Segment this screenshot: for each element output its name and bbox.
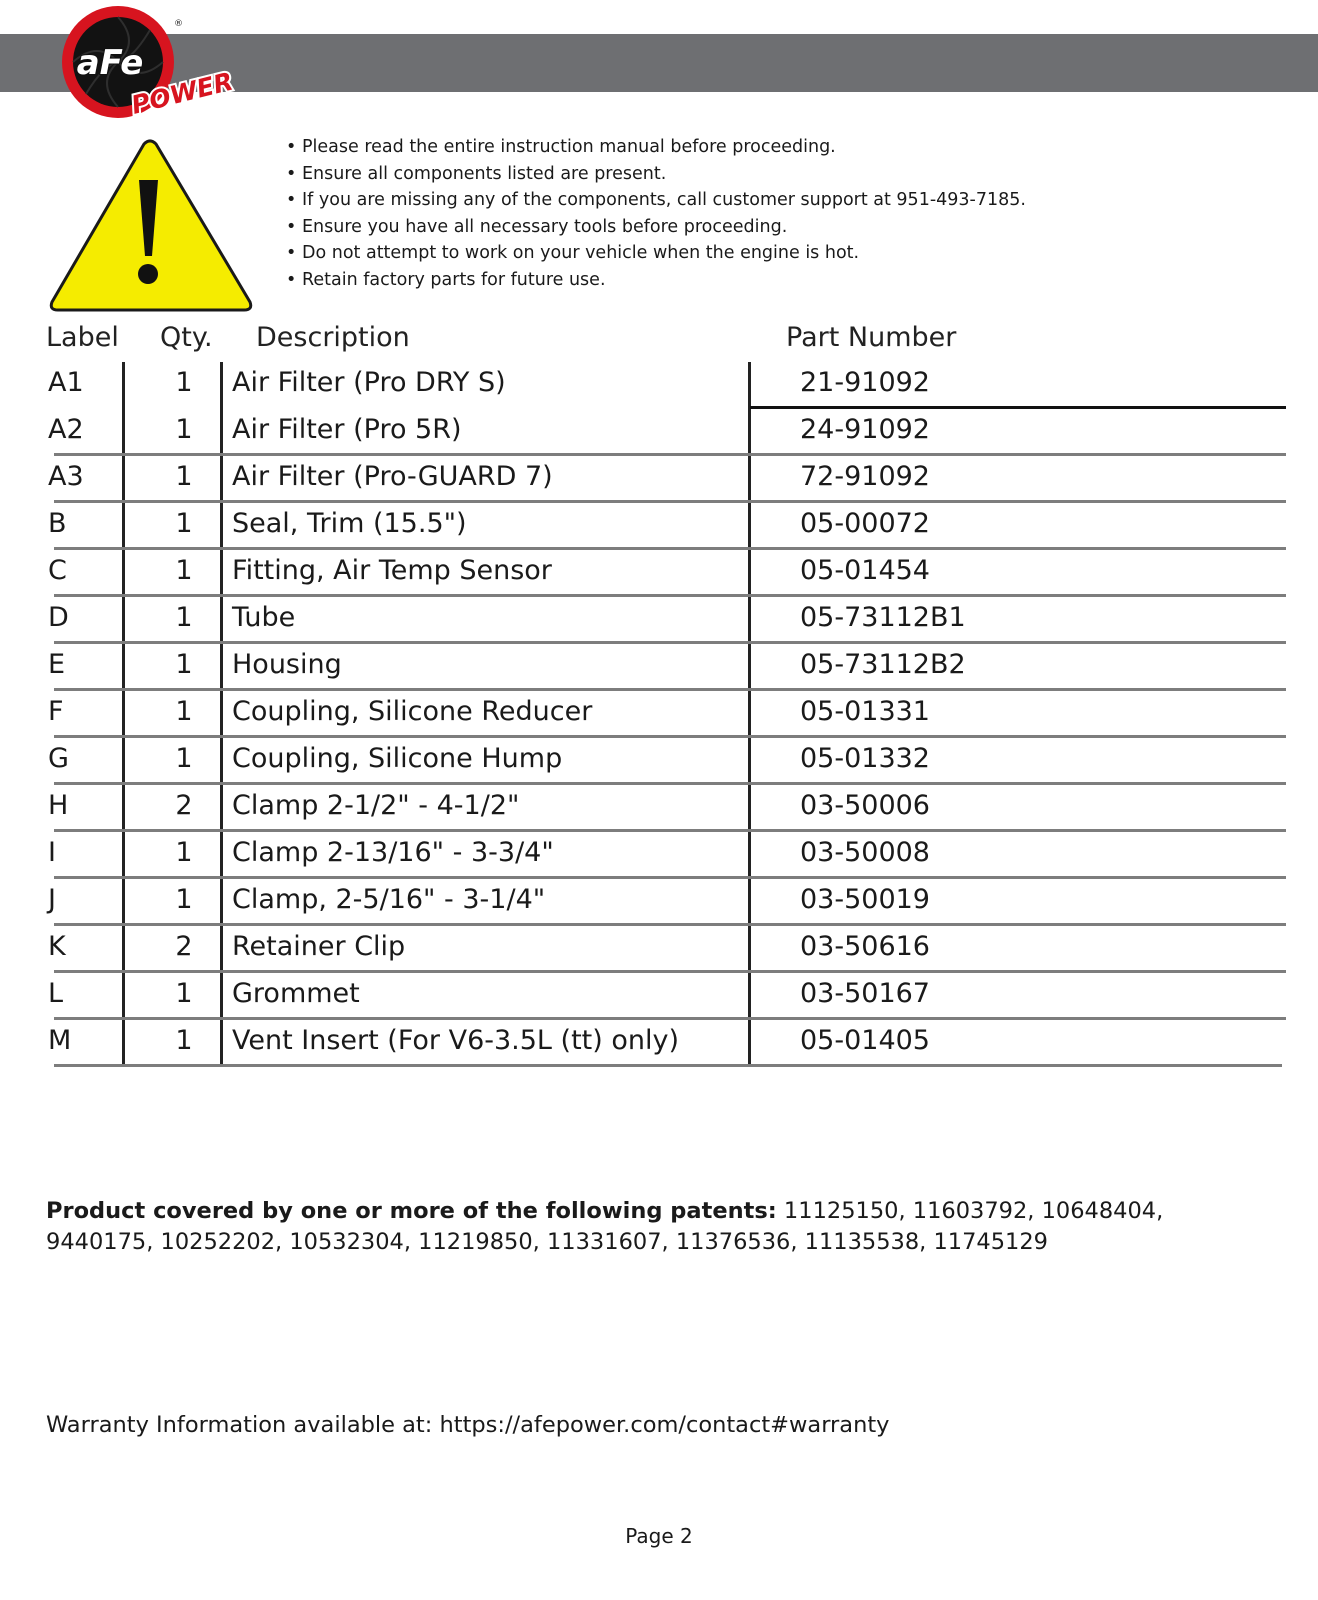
label-cell: J	[48, 884, 56, 915]
qty-cell: 1	[175, 508, 193, 539]
description-cell: Vent Insert (For V6-3.5L (tt) only)	[232, 1025, 680, 1056]
label-cell: A1	[48, 367, 84, 398]
warning-triangle-icon	[46, 138, 256, 316]
table-row	[46, 550, 1286, 597]
part-number-cell: 03-50008	[800, 837, 930, 868]
column-divider	[748, 738, 751, 785]
table-row	[46, 832, 1286, 879]
qty-cell: 2	[175, 931, 193, 962]
part-number-cell: 05-00072	[800, 508, 930, 539]
qty-cell: 1	[175, 1025, 193, 1056]
logo-brand-sub: POWER	[128, 66, 236, 120]
patents-lead: Product covered by one or more of the following patents:	[46, 1198, 777, 1224]
label-cell: A2	[48, 414, 84, 445]
part-number-cell: 24-91092	[800, 414, 930, 445]
column-divider	[748, 879, 751, 926]
qty-cell: 1	[175, 884, 193, 915]
qty-cell: 1	[175, 696, 193, 727]
column-divider	[220, 973, 223, 1020]
warning-notes-list	[286, 134, 1026, 293]
column-divider	[748, 973, 751, 1020]
column-divider	[122, 597, 125, 644]
table-row	[46, 456, 1286, 503]
table-row	[46, 597, 1286, 644]
description-cell: Tube	[232, 602, 296, 633]
description-cell: Retainer Clip	[232, 931, 406, 962]
part-number-cell: 05-73112B1	[800, 602, 966, 633]
column-divider	[220, 597, 223, 644]
description-cell: Housing	[232, 649, 342, 680]
column-divider	[122, 409, 125, 456]
table-row	[46, 644, 1286, 691]
column-divider	[122, 362, 125, 409]
table-row	[46, 691, 1286, 738]
label-cell: E	[48, 649, 66, 680]
column-divider	[220, 832, 223, 879]
description-cell: Clamp, 2-5/16" - 3-1/4"	[232, 884, 546, 915]
column-divider	[122, 1020, 125, 1067]
qty-cell: 1	[175, 414, 193, 445]
qty-cell: 1	[175, 649, 193, 680]
column-divider	[748, 926, 751, 973]
qty-cell: 1	[175, 367, 193, 398]
trademark-symbol: ®	[174, 19, 183, 29]
part-number-cell: 05-73112B2	[800, 649, 966, 680]
column-divider	[220, 644, 223, 691]
qty-cell: 1	[175, 978, 193, 1009]
column-divider	[220, 738, 223, 785]
warning-note: • Ensure you have all necessary tools before proceeding.	[286, 214, 1026, 241]
column-divider	[122, 879, 125, 926]
column-divider	[748, 362, 751, 409]
qty-cell: 1	[175, 461, 193, 492]
column-divider	[122, 550, 125, 597]
part-number-cell: 03-50006	[800, 790, 930, 821]
column-divider	[748, 456, 751, 503]
column-divider	[220, 691, 223, 738]
warning-note: • Retain factory parts for future use.	[286, 267, 1026, 294]
parts-table-header	[0, 318, 1318, 360]
column-divider	[220, 879, 223, 926]
column-divider	[122, 926, 125, 973]
patents-numbers: 11125150, 11603792, 10648404, 9440175, 10252202, 10532304, 11219850, 11331607, 11376536, 11135538, 11745129	[46, 1198, 1164, 1255]
qty-cell: 1	[175, 555, 193, 586]
row-divider	[54, 1064, 1282, 1067]
description-cell: Air Filter (Pro-GUARD 7)	[232, 461, 553, 492]
column-divider	[122, 738, 125, 785]
header-qty: Qty.	[160, 322, 213, 353]
column-divider	[220, 550, 223, 597]
column-divider	[122, 691, 125, 738]
table-row	[46, 785, 1286, 832]
table-row	[46, 973, 1286, 1020]
column-divider	[220, 503, 223, 550]
column-divider	[122, 644, 125, 691]
table-row	[46, 362, 1286, 409]
part-number-cell: 05-01332	[800, 743, 930, 774]
label-cell: I	[48, 837, 56, 868]
logo-brand-mark: aFe	[76, 43, 144, 83]
header-part-number: Part Number	[786, 322, 957, 353]
parts-table	[46, 362, 1286, 1067]
label-cell: A3	[48, 461, 84, 492]
label-cell: M	[48, 1025, 72, 1056]
table-row	[46, 1020, 1286, 1067]
column-divider	[122, 503, 125, 550]
description-cell: Seal, Trim (15.5")	[232, 508, 467, 539]
part-number-cell: 03-50019	[800, 884, 930, 915]
description-cell: Coupling, Silicone Hump	[232, 743, 563, 774]
column-divider	[748, 691, 751, 738]
part-number-cell: 05-01405	[800, 1025, 930, 1056]
description-cell: Clamp 2-13/16" - 3-3/4"	[232, 837, 554, 868]
column-divider	[748, 644, 751, 691]
header-label: Label	[46, 322, 119, 353]
column-divider	[220, 785, 223, 832]
qty-cell: 1	[175, 602, 193, 633]
column-divider	[748, 503, 751, 550]
column-divider	[748, 1020, 751, 1067]
label-cell: B	[48, 508, 67, 539]
label-cell: G	[48, 743, 69, 774]
description-cell: Air Filter (Pro DRY S)	[232, 367, 506, 398]
table-row	[46, 879, 1286, 926]
column-divider	[748, 550, 751, 597]
table-row	[46, 926, 1286, 973]
qty-cell: 1	[175, 837, 193, 868]
part-number-cell: 05-01454	[800, 555, 930, 586]
column-divider	[122, 973, 125, 1020]
description-cell: Air Filter (Pro 5R)	[232, 414, 462, 445]
part-number-cell: 72-91092	[800, 461, 930, 492]
column-divider	[122, 785, 125, 832]
label-cell: D	[48, 602, 69, 633]
column-divider	[748, 785, 751, 832]
description-cell: Fitting, Air Temp Sensor	[232, 555, 552, 586]
column-divider	[748, 409, 751, 456]
part-number-cell: 21-91092	[800, 367, 930, 398]
patents-notice	[46, 1196, 1226, 1258]
qty-cell: 2	[175, 790, 193, 821]
description-cell: Grommet	[232, 978, 360, 1009]
column-divider	[220, 1020, 223, 1067]
column-divider	[220, 926, 223, 973]
label-cell: K	[48, 931, 66, 962]
warning-note: • Ensure all components listed are present.	[286, 161, 1026, 188]
column-divider	[220, 456, 223, 503]
column-divider	[748, 597, 751, 644]
label-cell: L	[48, 978, 64, 1009]
table-row	[46, 738, 1286, 785]
column-divider	[220, 409, 223, 456]
label-cell: F	[48, 696, 64, 727]
column-divider	[748, 832, 751, 879]
column-divider	[122, 456, 125, 503]
warning-note: • If you are missing any of the components, call customer support at 951-493-7185.	[286, 187, 1026, 214]
warning-note: • Please read the entire instruction manual before proceeding.	[286, 134, 1026, 161]
part-number-cell: 03-50167	[800, 978, 930, 1009]
label-cell: C	[48, 555, 67, 586]
label-cell: H	[48, 790, 69, 821]
page-number: Page 2	[625, 1524, 693, 1548]
warranty-info: Warranty Information available at: https://afepower.com/contact#warranty	[46, 1412, 890, 1438]
column-divider	[220, 362, 223, 409]
qty-cell: 1	[175, 743, 193, 774]
header-description: Description	[256, 322, 410, 353]
description-cell: Coupling, Silicone Reducer	[232, 696, 593, 727]
afe-power-logo	[60, 2, 250, 126]
warning-note: • Do not attempt to work on your vehicle when the engine is hot.	[286, 240, 1026, 267]
description-cell: Clamp 2-1/2" - 4-1/2"	[232, 790, 520, 821]
table-row	[46, 503, 1286, 550]
column-divider	[122, 832, 125, 879]
part-number-cell: 03-50616	[800, 931, 930, 962]
part-number-cell: 05-01331	[800, 696, 930, 727]
table-row	[46, 409, 1286, 456]
